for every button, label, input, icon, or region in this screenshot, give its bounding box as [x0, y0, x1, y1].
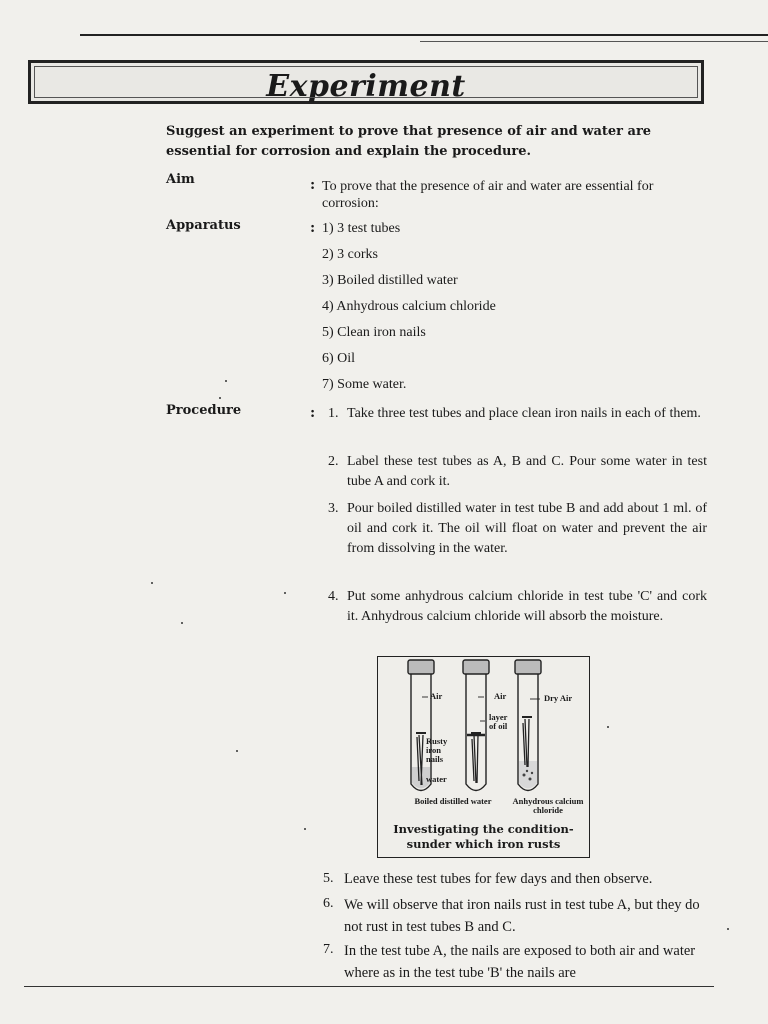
title-box — [28, 60, 704, 104]
label-anhydrous-calcium-chloride: Anhydrous calcium chloride — [512, 796, 584, 815]
bottom-rule — [24, 986, 714, 987]
procedure-label: Procedure — [166, 403, 242, 418]
step-number: 6. — [323, 896, 334, 911]
test-tube-c — [515, 660, 541, 791]
apparatus-item: 2) 3 corks — [322, 247, 378, 262]
test-tube-b — [463, 660, 489, 791]
step-text: Leave these test tubes for few days and then observe. — [344, 871, 653, 887]
apparatus-item: 3) Boiled distilled water — [322, 273, 458, 288]
scan-speck — [727, 928, 729, 930]
step-number: 4. — [328, 589, 339, 604]
scan-speck — [304, 828, 306, 830]
label-boiled-distilled-water: Boiled distilled water — [414, 796, 492, 806]
apparatus-item: 6) Oil — [322, 351, 356, 366]
cork-a — [408, 660, 434, 674]
scan-speck — [607, 726, 609, 728]
label-air-b: Air — [494, 691, 507, 701]
test-tubes-illustration — [378, 657, 588, 817]
cork-c — [515, 660, 541, 674]
step-text: In the test tube A, the nails are exposed to both air and water where as in the test tube 'B' the nails are — [344, 943, 696, 981]
scan-speck — [219, 397, 221, 399]
step-number: 5. — [323, 871, 334, 886]
top-rule — [80, 34, 768, 36]
scan-speck — [151, 582, 153, 584]
step-number: 7. — [323, 942, 334, 957]
step-text: Label these test tubes as A, B and C. Pour some water in test tube A and cork it. — [347, 454, 707, 489]
label-dry-air: Dry Air — [544, 693, 573, 703]
scan-speck — [181, 622, 183, 624]
scan-speck — [284, 592, 286, 594]
label-layer-of-oil: layer of oil — [489, 712, 508, 731]
apparatus-item: 1) 3 test tubes — [322, 221, 401, 236]
step-number: 1. — [328, 406, 339, 421]
question-text: Suggest an experiment to prove that presence of air and water are essential for corrosion and explain the procedure. — [166, 124, 652, 159]
test-tube-a — [408, 660, 434, 791]
label-air-a: Air — [430, 691, 443, 701]
figure-caption: Investigating the condition-sunder which iron rusts — [393, 822, 574, 851]
aim-label: Aim — [166, 172, 195, 187]
step-text: Pour boiled distilled water in test tube B and add about 1 ml. of oil and cork it. The oil will float on water and prevent the air from dissolving in the water. — [347, 501, 707, 556]
apparatus-label: Apparatus — [166, 218, 241, 233]
cork-b — [463, 660, 489, 674]
apparatus-item: 7) Some water. — [322, 377, 407, 392]
test-tube-figure — [377, 656, 590, 858]
top-rule-secondary — [420, 41, 768, 42]
procedure-colon: : — [310, 405, 316, 421]
step-number: 3. — [328, 501, 339, 516]
step-number: 2. — [328, 454, 339, 469]
apparatus-colon: : — [310, 220, 316, 236]
step-text: Take three test tubes and place clean iron nails in each of them. — [347, 406, 701, 421]
scan-speck — [225, 380, 227, 382]
apparatus-item: 4) Anhydrous calcium chloride — [322, 299, 496, 314]
step-text: We will observe that iron nails rust in test tube A, but they do not rust in test tubes B and C. — [344, 897, 700, 935]
page-title: Experiment — [266, 69, 466, 104]
label-water: water — [426, 774, 447, 784]
apparatus-item: 5) Clean iron nails — [322, 325, 426, 340]
aim-text: To prove that the presence of air and water are essential for corrosion: — [322, 179, 654, 211]
step-text: Put some anhydrous calcium chloride in test tube 'C' and cork it. Anhydrous calcium chloride will absorb the moisture. — [347, 589, 707, 624]
label-rusty-iron-nails: Rusty iron nails — [426, 736, 448, 764]
scan-speck — [236, 750, 238, 752]
aim-colon: : — [310, 177, 316, 193]
